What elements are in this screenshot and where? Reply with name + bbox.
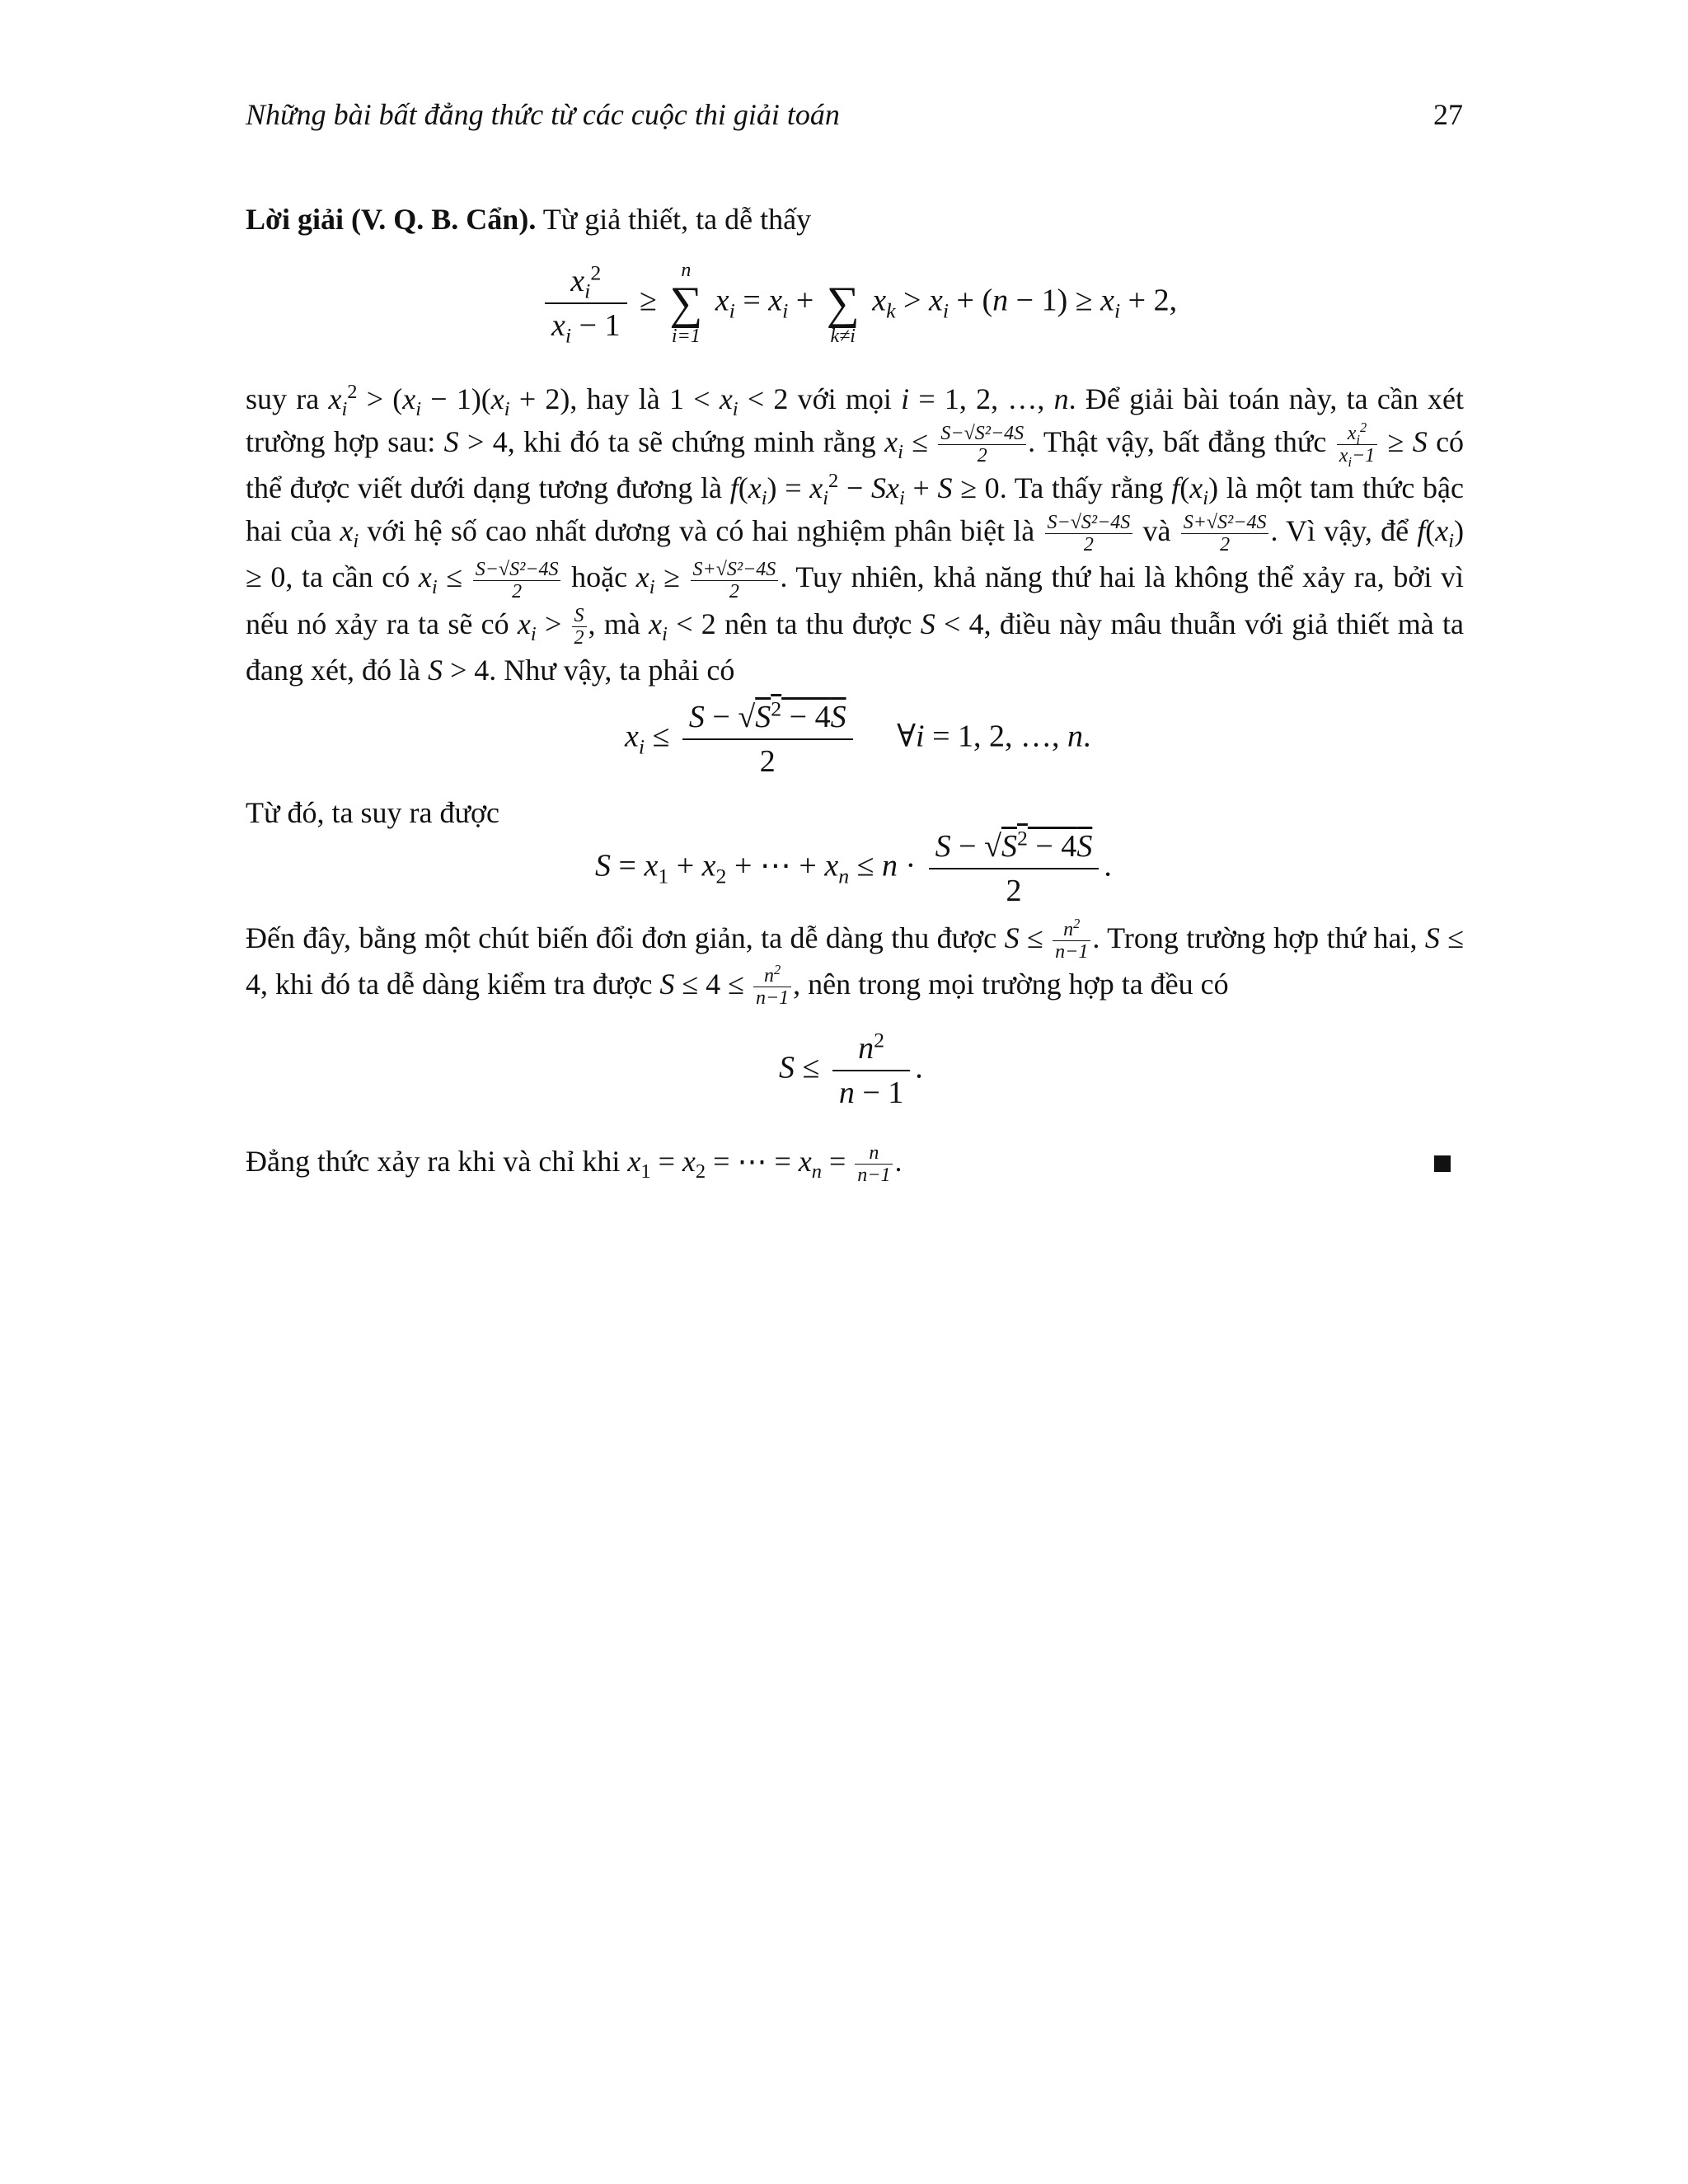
- qed-square-icon: [1434, 1155, 1451, 1172]
- page-number: 27: [1433, 98, 1463, 131]
- solution-label: Lời giải (V. Q. B. Cẩn).: [246, 203, 537, 236]
- paragraph-3: Đến đây, bằng một chút biến đổi đơn giản, ta dễ dàng thu được S ≤ $\frac{n^2}{n-1}$ . Trong trường hợp thứ hai, S ≤ 4, khi đó ta dễ dàng kiểm tra được S ≤ 4 ≤ $\frac{n^2}{n-1}$ , nên trong mọi trường hợp ta đều có: [246, 916, 1465, 1010]
- solution-intro: [246, 198, 1464, 241]
- paragraph-4: Đẳng thức xảy ra khi và chỉ khi $x_1 = x_2$ = ⋯ = $x_n$ = $\frac{n}{n-1}$ .: [246, 1142, 903, 1187]
- intro-text: Từ giả thiết, ta dễ thấy: [542, 203, 812, 236]
- main-paragraph: suy ra $x_i^2 > (x_i - 1)(x_i + 2)$, hay là $1 < x_i < 2$ với mọi i = 1, 2, …, n. Để giải bài toán này, ta cần xét trường hợp sau: S > 4, khi đó ta sẽ chứng minh rằng $x_i$ ≤ $\frac{\text{S−√S²−4S}}{2}$ . Thật vậy, bất đẳng thức $\frac{x_i^2}{x_i-1}$ ≥ S có thể được viết dưới dạng tương đương là $f(x_i) = x_i^2 - Sx_i + S \ge 0$. Ta thấy rằng $f(x_i)$ là một tam thức bậc hai của $x_i$ với hệ số cao nhất dương và có hai nghiệm phân biệt là $\frac{\text{S−√S²−4S}}{2}$ và $\frac{\text{S+√S²−4S}}{2}$ . Vì vậy, để $f(x_i) \ge 0$, ta cần có $x_i$ ≤ $\frac{\text{S−√S²−4S}}{2}$ hoặc $x_i$ ≥ $\frac{\text{S+√S²−4S}}{2}$ . Tuy nhiên, khả năng thứ hai là không thể xảy ra, bởi vì nếu nó xảy ra ta sẽ có $x_i$ > $\frac{S}{2}$ , mà $x_i < 2$ nên ta thu được S < 4, điều này mâu thuẫn với giả thiết mà ta đang xét, đó là S > 4. Như vậy, ta phải có: [246, 381, 1465, 687]
- paragraph-2: Từ đó, ta suy ra được: [246, 796, 499, 829]
- running-header-title: Những bài bất đẳng thức từ các cuộc thi giải toán: [246, 98, 840, 131]
- equation-2: $x_i$ ≤ $\frac{S - √S^2 - 4S}{2}$ ∀i = 1, 2, …, n.: [625, 696, 1091, 779]
- equation-4: S ≤ $\frac{n^2}{n - 1}$ .: [779, 1028, 923, 1110]
- equation-1: $\frac{x_i^2}{x_i - 1}$ ≥ n ∑ i=1 $x_i = x_i$ + ∑ k≠i $x_k > x_i + (n - 1) \ge x_i + 2$,: [540, 260, 1177, 346]
- equation-3: $S = x_1 + x_2$ + ⋯ + $x_n \le n$ · $\frac{S - √S^2 - 4S}{2}$ .: [595, 826, 1112, 908]
